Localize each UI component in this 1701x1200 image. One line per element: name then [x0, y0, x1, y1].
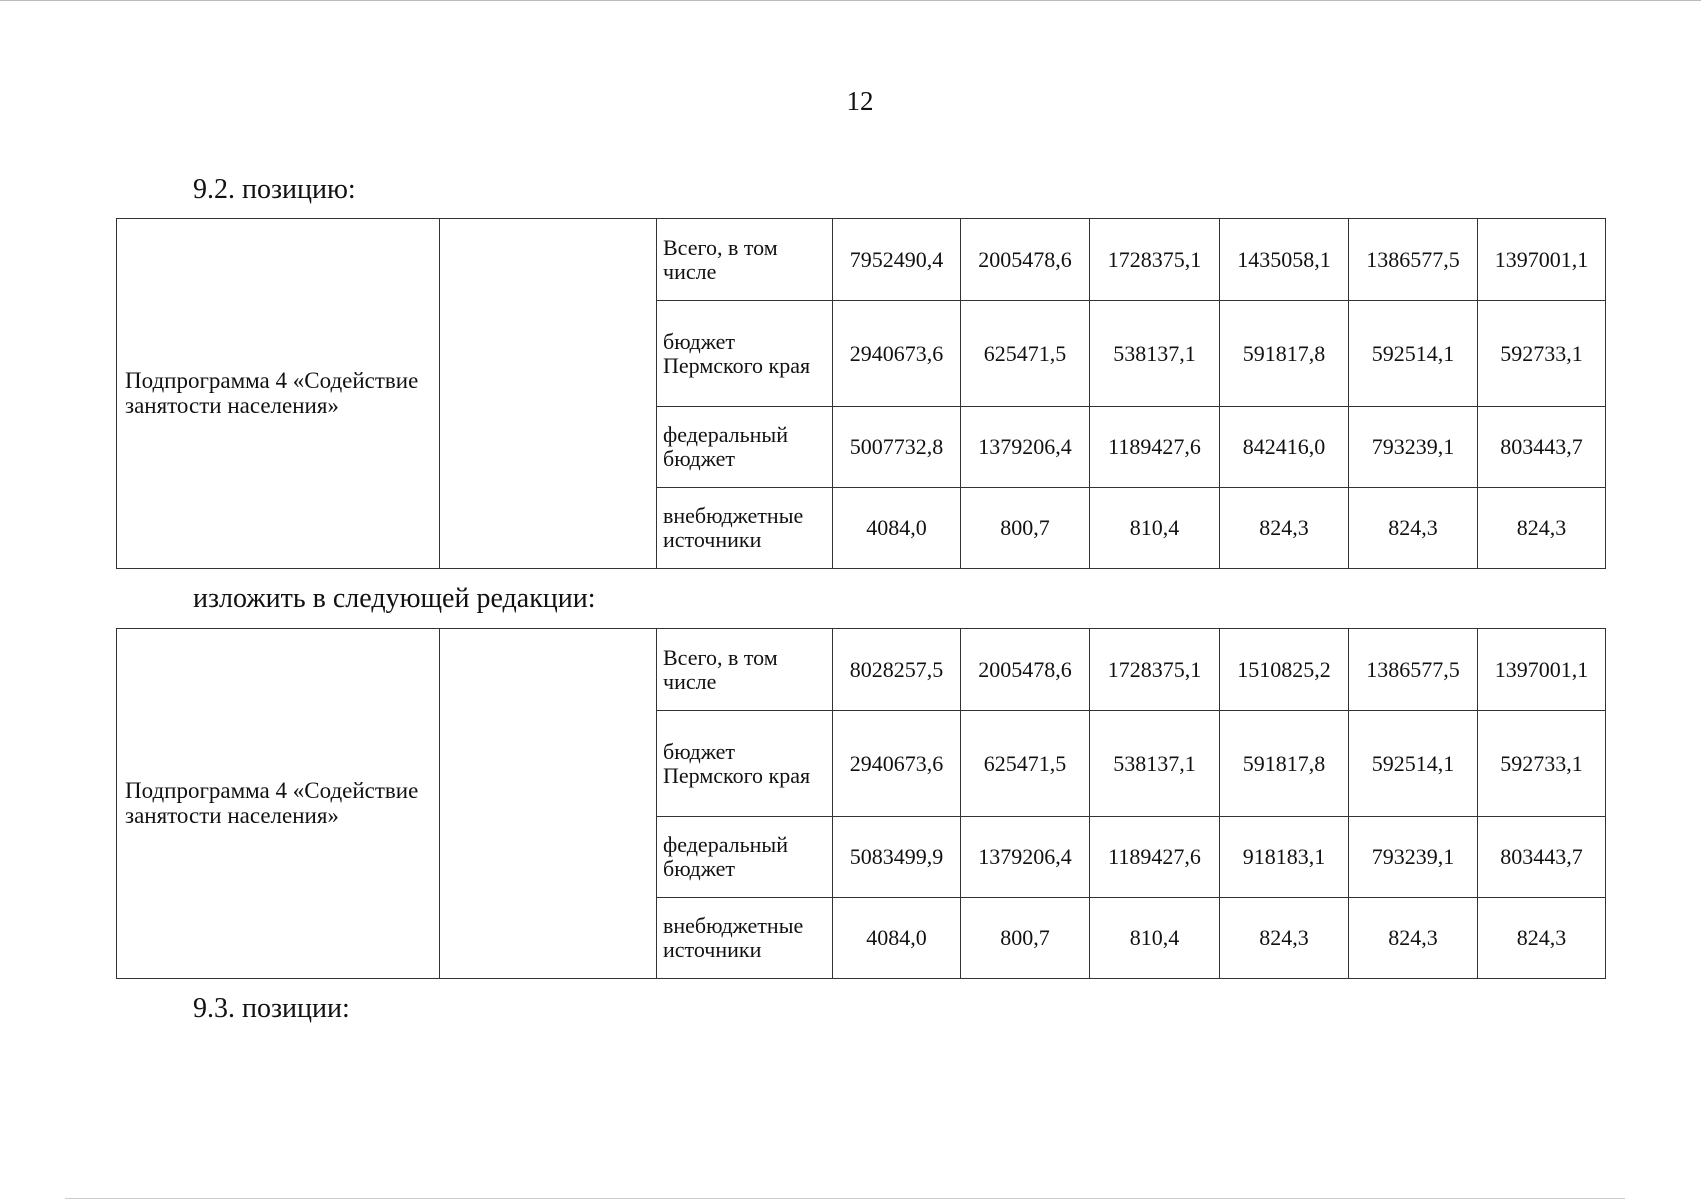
value-cell: 810,4 [1090, 488, 1220, 569]
source-cell: бюджет Пермского края [657, 301, 833, 407]
responsible-cell [440, 219, 657, 569]
table-row [117, 629, 1606, 711]
page-number: 12 [846, 86, 874, 116]
value-cell: 8028257,5 [833, 629, 961, 711]
source-cell: внебюджетные источники [657, 488, 833, 569]
responsible-cell [440, 629, 657, 979]
value-cell: 800,7 [961, 488, 1090, 569]
value-cell: 592514,1 [1349, 301, 1478, 407]
value-cell: 538137,1 [1090, 711, 1220, 817]
value-cell: 918183,1 [1220, 817, 1349, 898]
value-cell: 810,4 [1090, 898, 1220, 979]
value-cell: 4084,0 [833, 488, 961, 569]
source-cell: федеральный бюджет [657, 817, 833, 898]
scan-edge-line [0, 0, 1701, 1]
source-cell: внебюджетные источники [657, 898, 833, 979]
subprogram-name-cell: Подпрограмма 4 «Содействие занятости населения» [117, 219, 440, 569]
value-cell: 625471,5 [961, 711, 1090, 817]
value-cell: 7952490,4 [833, 219, 961, 301]
value-cell: 842416,0 [1220, 407, 1349, 488]
value-cell: 793239,1 [1349, 817, 1478, 898]
source-cell: Всего, в том числе [657, 219, 833, 301]
value-cell: 800,7 [961, 898, 1090, 979]
source-cell: бюджет Пермского края [657, 711, 833, 817]
value-cell: 803443,7 [1478, 817, 1606, 898]
value-cell: 824,3 [1478, 488, 1606, 569]
table-row [117, 219, 1606, 301]
value-cell: 2940673,6 [833, 301, 961, 407]
value-cell: 2005478,6 [961, 629, 1090, 711]
value-cell: 2005478,6 [961, 219, 1090, 301]
subprogram-name-cell: Подпрограмма 4 «Содействие занятости населения» [117, 629, 440, 979]
value-cell: 1386577,5 [1349, 629, 1478, 711]
value-cell: 592733,1 [1478, 711, 1606, 817]
value-cell: 4084,0 [833, 898, 961, 979]
value-cell: 803443,7 [1478, 407, 1606, 488]
value-cell: 824,3 [1220, 488, 1349, 569]
source-cell: Всего, в том числе [657, 629, 833, 711]
value-cell: 592733,1 [1478, 301, 1606, 407]
value-cell: 1379206,4 [961, 407, 1090, 488]
value-cell: 1397001,1 [1478, 219, 1606, 301]
value-cell: 1435058,1 [1220, 219, 1349, 301]
value-cell: 824,3 [1349, 898, 1478, 979]
value-cell: 1189427,6 [1090, 817, 1220, 898]
value-cell: 5083499,9 [833, 817, 961, 898]
value-cell: 5007732,8 [833, 407, 961, 488]
section-subheading: изложить в следующей редакции: [193, 583, 596, 614]
value-cell: 824,3 [1220, 898, 1349, 979]
value-cell: 824,3 [1349, 488, 1478, 569]
value-cell: 591817,8 [1220, 711, 1349, 817]
value-cell: 1728375,1 [1090, 629, 1220, 711]
value-cell: 2940673,6 [833, 711, 961, 817]
value-cell: 1510825,2 [1220, 629, 1349, 711]
section-heading-9-2: 9.2. позицию: [193, 174, 356, 205]
new-funding-table [116, 628, 1606, 979]
section-heading-9-3: 9.3. позиции: [193, 993, 350, 1024]
value-cell: 1728375,1 [1090, 219, 1220, 301]
value-cell: 625471,5 [961, 301, 1090, 407]
source-cell: федеральный бюджет [657, 407, 833, 488]
scan-edge-line [65, 1198, 1625, 1199]
value-cell: 824,3 [1478, 898, 1606, 979]
value-cell: 1189427,6 [1090, 407, 1220, 488]
value-cell: 1386577,5 [1349, 219, 1478, 301]
value-cell: 592514,1 [1349, 711, 1478, 817]
value-cell: 538137,1 [1090, 301, 1220, 407]
value-cell: 591817,8 [1220, 301, 1349, 407]
value-cell: 1397001,1 [1478, 629, 1606, 711]
value-cell: 793239,1 [1349, 407, 1478, 488]
old-funding-table [116, 218, 1606, 569]
value-cell: 1379206,4 [961, 817, 1090, 898]
